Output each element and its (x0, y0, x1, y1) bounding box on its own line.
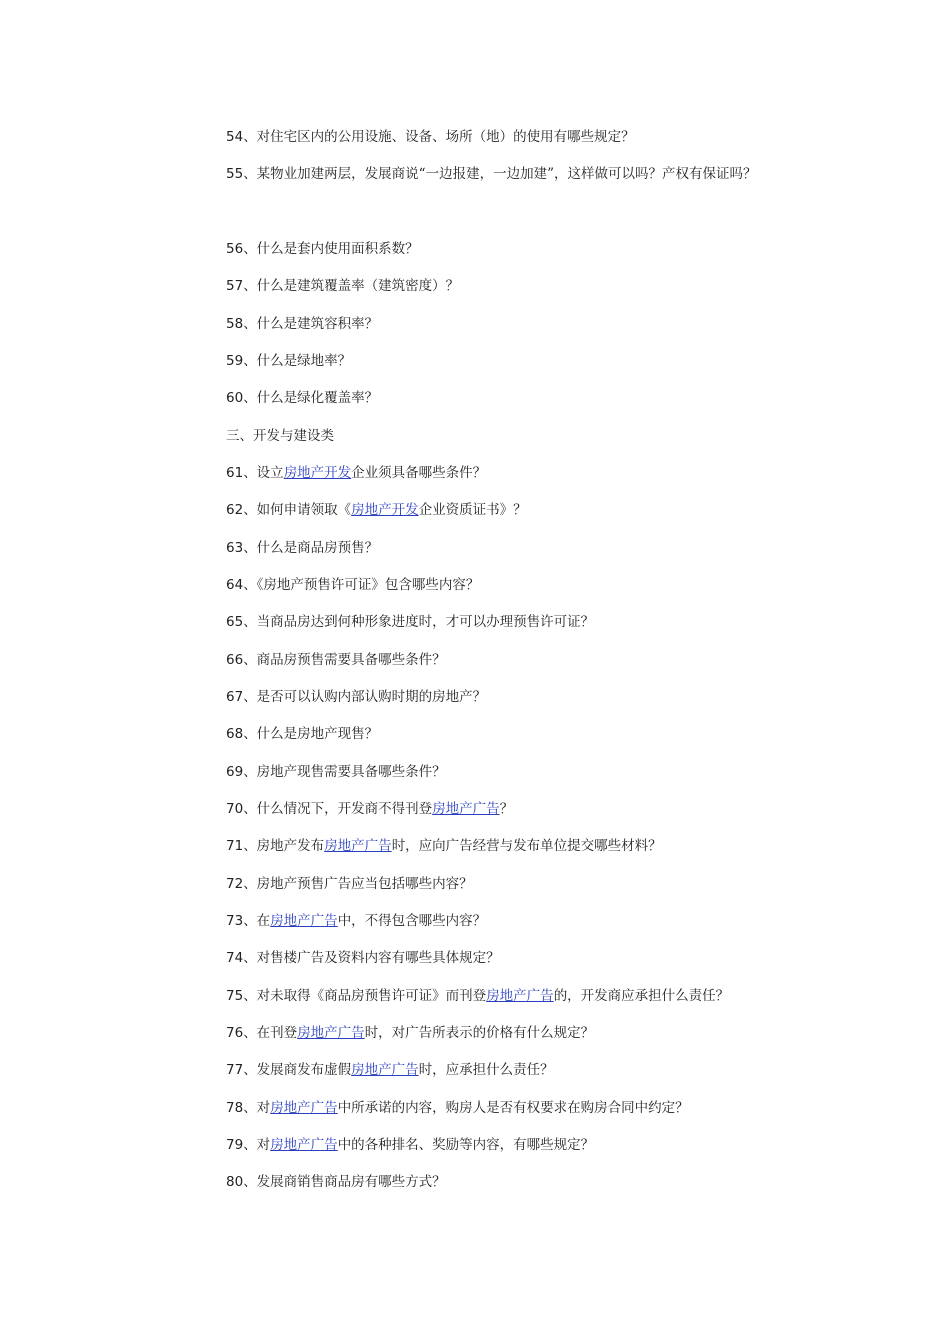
question-number: 75 (226, 988, 244, 1004)
question-number: 58 (226, 316, 244, 332)
question-number: 54 (226, 129, 244, 145)
question-number: 72 (226, 876, 244, 892)
question-text: 中的各种排名、奖励等内容，有哪些规定？ (337, 1137, 595, 1153)
question-text: 、什么是建筑容积率？ (243, 316, 379, 332)
question-text: 、设立 (243, 465, 284, 481)
question-number: 77 (226, 1062, 244, 1078)
keyword-link[interactable]: 房地产广告 (270, 1100, 338, 1116)
question-number: 56 (226, 241, 244, 257)
question-text: 、什么是房地产现售？ (243, 726, 379, 742)
question-item (226, 501, 527, 519)
keyword-link[interactable]: 房地产开发 (283, 465, 352, 481)
question-item (226, 1024, 594, 1042)
question-number: 74 (226, 950, 244, 966)
question-number: 65 (226, 614, 244, 630)
question-text: 、发展商销售商品房有哪些方式？ (243, 1174, 446, 1190)
question-number: 60 (226, 390, 244, 406)
question-number: 78 (226, 1100, 244, 1116)
question-text: 、当商品房达到何种形象进度时，才可以办理预售许可证？ (243, 614, 595, 630)
question-item (226, 389, 378, 407)
question-text: 、如何申请领取《 (243, 502, 352, 518)
question-text: 企业须具备哪些条件？ (351, 465, 487, 481)
question-item (226, 688, 486, 706)
question-item (226, 1099, 689, 1117)
question-item (226, 800, 513, 818)
question-number: 71 (226, 838, 244, 854)
keyword-link[interactable]: 房地产广告 (270, 1137, 338, 1153)
question-item (226, 613, 594, 631)
question-item (226, 315, 378, 333)
keyword-link[interactable]: 房地产广告 (270, 913, 338, 929)
question-text: 企业资质证书》？ (418, 502, 527, 518)
question-item (226, 987, 729, 1005)
question-item (226, 912, 486, 930)
question-text: 、对 (243, 1137, 271, 1153)
question-number: 62 (226, 502, 244, 518)
keyword-link[interactable]: 房地产开发 (351, 502, 419, 518)
question-item (226, 576, 479, 594)
question-item (226, 352, 351, 370)
question-item (226, 949, 500, 967)
question-number: 55 (226, 166, 244, 182)
question-text: 的，开发商应承担什么责任？ (553, 988, 730, 1004)
question-number: 69 (226, 764, 244, 780)
question-number: 70 (226, 801, 244, 817)
question-text: ？ (499, 801, 514, 817)
question-text: 、对未取得《商品房预售许可证》而刊登 (243, 988, 487, 1004)
question-text: 时，应承担什么责任？ (418, 1062, 554, 1078)
question-number: 79 (226, 1137, 244, 1153)
question-text: 时，对广告所表示的价格有什么规定？ (364, 1025, 595, 1041)
question-number: 73 (226, 913, 244, 929)
question-number: 76 (226, 1025, 244, 1041)
question-item (226, 875, 473, 893)
question-number: 68 (226, 726, 244, 742)
question-text: 、房地产发布 (243, 838, 325, 854)
question-text: 、对住宅区内的公用设施、设备、场所（地）的使用有哪些规定？ (243, 129, 635, 145)
question-text: 、某物业加建两层，发展商说“一边报建，一边加建”，这样做可以吗？产权有保证吗？ (243, 166, 757, 182)
question-item (226, 165, 757, 183)
question-text: 、什么是商品房预售？ (243, 540, 379, 556)
question-number: 67 (226, 689, 244, 705)
question-text: 、房地产预售广告应当包括哪些内容？ (243, 876, 473, 892)
question-item (226, 464, 486, 482)
question-text: 、《房地产预售许可证》包含哪些内容？ (243, 577, 480, 593)
keyword-link[interactable]: 房地产广告 (486, 988, 554, 1004)
question-item (226, 1173, 446, 1191)
question-item (226, 763, 446, 781)
question-text: 、商品房预售需要具备哪些条件？ (243, 652, 446, 668)
question-text: 、什么是套内使用面积系数？ (243, 241, 419, 257)
question-item (226, 1136, 594, 1154)
keyword-link[interactable]: 房地产广告 (432, 801, 500, 817)
question-item (226, 1061, 554, 1079)
question-text: 时，应向广告经营与发布单位提交哪些材料？ (391, 838, 662, 854)
question-item (226, 837, 662, 855)
question-text: 、什么是绿化覆盖率？ (243, 390, 379, 406)
question-item (226, 725, 378, 743)
question-number: 64 (226, 577, 244, 593)
section-heading: 三、开发与建设类 (226, 428, 334, 444)
question-text: 、是否可以认购内部认购时期的房地产？ (243, 689, 487, 705)
keyword-link[interactable]: 房地产广告 (351, 1062, 419, 1078)
question-number: 57 (226, 278, 244, 294)
question-text: 、对售楼广告及资料内容有哪些具体规定？ (243, 950, 500, 966)
question-item (226, 128, 635, 146)
question-text: 、什么是建筑覆盖率（建筑密度）？ (243, 278, 460, 294)
question-item (226, 240, 419, 258)
question-text: 、在刊登 (243, 1025, 298, 1041)
keyword-link[interactable]: 房地产广告 (297, 1025, 365, 1041)
question-item (226, 277, 459, 295)
question-item (226, 651, 446, 669)
question-number: 80 (226, 1174, 244, 1190)
question-item (226, 539, 378, 557)
question-text: 、发展商发布虚假 (243, 1062, 352, 1078)
question-number: 61 (226, 465, 244, 481)
question-text: 、房地产现售需要具备哪些条件？ (243, 764, 446, 780)
question-text: 、什么情况下，开发商不得刊登 (243, 801, 433, 817)
keyword-link[interactable]: 房地产广告 (324, 838, 392, 854)
question-number: 63 (226, 540, 244, 556)
question-text: 、在 (243, 913, 271, 929)
question-text: 、什么是绿地率？ (243, 353, 352, 369)
question-text: 中所承诺的内容，购房人是否有权要求在购房合同中约定？ (337, 1100, 689, 1116)
question-number: 66 (226, 652, 244, 668)
question-text: 、对 (243, 1100, 271, 1116)
question-text: 中，不得包含哪些内容？ (337, 913, 487, 929)
question-number: 59 (226, 353, 244, 369)
